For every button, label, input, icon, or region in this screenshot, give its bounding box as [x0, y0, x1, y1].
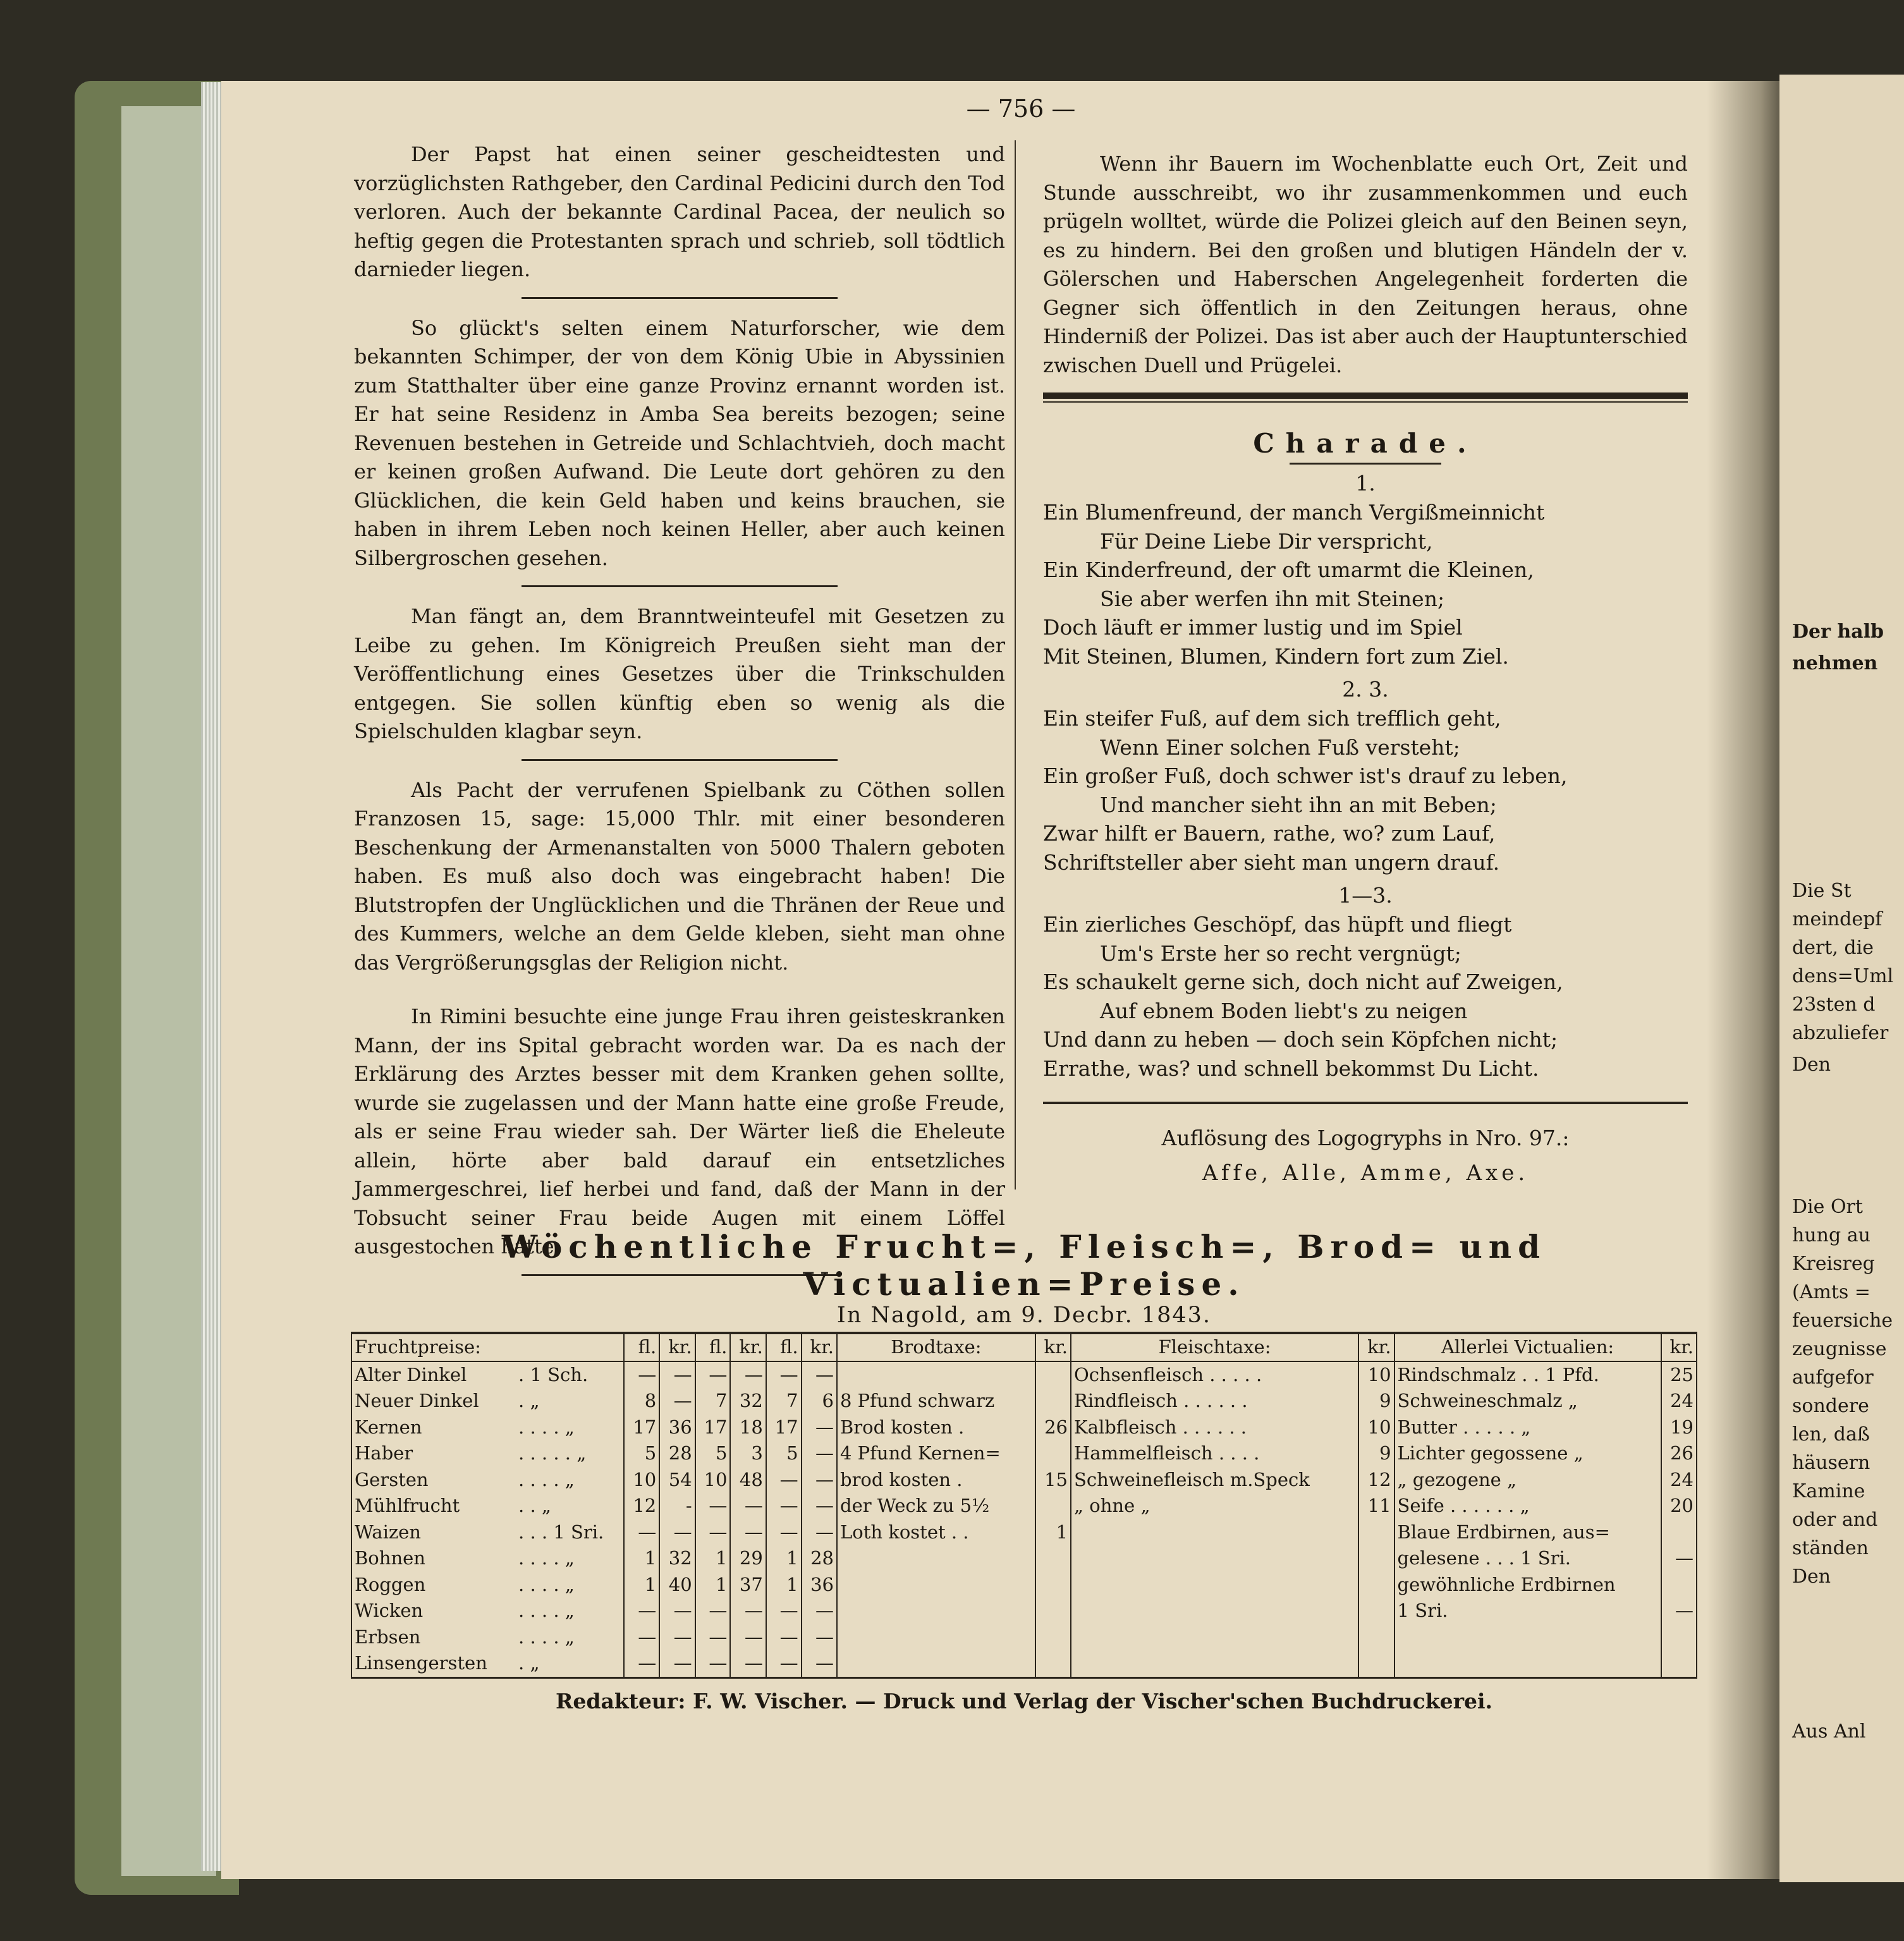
table-row — [352, 1388, 1696, 1415]
fruit-unit: . . . . „ — [518, 1573, 575, 1595]
col-header-unit: kr. — [802, 1334, 837, 1361]
table-row — [352, 1650, 1696, 1677]
victualien-item: Blaue Erdbirnen, aus= — [1394, 1519, 1661, 1546]
victualien-price: 19 — [1661, 1415, 1696, 1441]
next-page-text: ständen — [1792, 1537, 1869, 1559]
victualien-price: 24 — [1661, 1467, 1696, 1494]
verse-line: Es schaukelt gerne sich, doch nicht auf Zweigen, — [1043, 970, 1563, 994]
fruit-price-cell: — — [659, 1388, 695, 1415]
fruit-price-cell: 17 — [766, 1415, 802, 1441]
fruit-price-cell: — — [802, 1440, 837, 1467]
fruit-price-cell: — — [730, 1361, 766, 1389]
next-page-text: Kamine — [1792, 1480, 1865, 1502]
col-header-unit: kr. — [659, 1334, 695, 1361]
column-divider — [1015, 140, 1016, 1190]
verse-line: Zwar hilft er Bauern, rathe, wo? zum Lauf, — [1043, 821, 1496, 846]
fruit-price-cell: 54 — [659, 1467, 695, 1494]
fruit-unit: . „ — [518, 1390, 540, 1411]
fruit-price-cell: 7 — [695, 1388, 731, 1415]
brod-item: brod kosten . — [837, 1467, 1035, 1494]
victualien-price: — — [1661, 1545, 1696, 1572]
fruit-price-cell: 36 — [802, 1572, 837, 1598]
right-column — [1043, 150, 1688, 1186]
brod-price — [1035, 1598, 1071, 1624]
verse-line: Ein zierliches Geschöpf, das hüpft und fliegt — [1043, 912, 1512, 937]
fruit-price-cell: — — [659, 1519, 695, 1546]
fruit-price-cell: — — [695, 1650, 731, 1677]
brod-price — [1035, 1572, 1071, 1598]
col-header-fleisch: Fleischtaxe: — [1071, 1334, 1358, 1361]
verse-line: Schriftsteller aber sieht man ungern drauf. — [1043, 849, 1500, 875]
fruit-price-cell: 32 — [730, 1388, 766, 1415]
fruit-price-cell: — — [624, 1624, 659, 1651]
brod-price: 15 — [1035, 1467, 1071, 1494]
title-underline — [1290, 463, 1441, 465]
left-column — [354, 140, 1005, 1291]
fruit-price-cell: — — [802, 1598, 837, 1624]
fleisch-item: Schweinefleisch m.Speck — [1071, 1467, 1358, 1494]
fruit-price-cell: — — [659, 1361, 695, 1389]
page-number: — 756 — — [966, 95, 1076, 123]
fruit-price-cell: 12 — [624, 1493, 659, 1519]
victualien-item: Lichter gegossene „ — [1394, 1440, 1661, 1467]
victualien-item: Seife . . . . . . „ — [1394, 1493, 1661, 1519]
section-rule — [1043, 1102, 1688, 1104]
section-rule — [1043, 392, 1688, 399]
fleisch-item — [1071, 1598, 1358, 1624]
fruit-price-cell: 1 — [766, 1572, 802, 1598]
fruit-name: Mühlfrucht — [355, 1495, 460, 1516]
table-header-row — [352, 1334, 1696, 1361]
next-page-text: aufgefor — [1792, 1366, 1874, 1389]
brod-price — [1035, 1361, 1071, 1389]
next-page-text: Die Ort — [1792, 1196, 1863, 1218]
fruit-price-cell: — — [659, 1624, 695, 1651]
fruit-price-cell: 1 — [766, 1545, 802, 1572]
next-page-header-text: Der halb — [1792, 621, 1884, 643]
section-rule — [1043, 401, 1688, 403]
fleisch-item: Ochsenfleisch . . . . . — [1071, 1361, 1358, 1389]
brod-item: der Weck zu 5½ — [837, 1493, 1035, 1519]
fruit-price-cell: — — [802, 1361, 837, 1389]
fruit-price-cell: — — [766, 1493, 802, 1519]
col-header-kr: kr. — [1358, 1334, 1394, 1361]
price-section — [351, 1223, 1697, 1713]
article-separator — [522, 585, 838, 587]
brod-item: Brod kosten . — [837, 1415, 1035, 1441]
verse-line: Ein steifer Fuß, auf dem sich trefflich geht, — [1043, 706, 1501, 731]
fruit-price-cell: 5 — [766, 1440, 802, 1467]
fruit-price-cell: 17 — [695, 1415, 731, 1441]
brod-price: 26 — [1035, 1415, 1071, 1441]
fruit-price-cell: — — [659, 1650, 695, 1677]
fruit-price-cell: 1 — [624, 1545, 659, 1572]
verse-line: Ein Blumenfreund, der manch Vergißmeinnicht — [1043, 500, 1545, 525]
fleisch-price — [1358, 1598, 1394, 1624]
victualien-price — [1661, 1624, 1696, 1651]
table-row — [352, 1493, 1696, 1519]
brod-item — [837, 1624, 1035, 1651]
fruit-price-cell: — — [730, 1650, 766, 1677]
col-header-unit: fl. — [766, 1334, 802, 1361]
fruit-price-cell: 28 — [659, 1440, 695, 1467]
article-paragraph: Der Papst hat einen seiner gescheidtesten und vorzüglichsten Rathgeber, den Cardinal Pedicini durch den Tod verloren. Auch der bekannte Cardinal Pacea, der neulich so heftig gegen die Protestanten sprach und schrieb, soll tödtlich darnieder liegen. — [354, 142, 1005, 281]
fruit-price-cell: — — [766, 1624, 802, 1651]
verse-line: Um's Erste her so recht vergnügt; — [1100, 940, 1462, 966]
next-page-text: häusern — [1792, 1452, 1870, 1474]
fruit-price-cell: 29 — [730, 1545, 766, 1572]
victualien-price: 26 — [1661, 1440, 1696, 1467]
brod-price — [1035, 1388, 1071, 1415]
victualien-item: gewöhnliche Erdbirnen — [1394, 1572, 1661, 1598]
fruit-price-cell: — — [730, 1493, 766, 1519]
fleisch-price: 10 — [1358, 1415, 1394, 1441]
fleisch-price: 9 — [1358, 1388, 1394, 1415]
fruit-price-cell: — — [659, 1598, 695, 1624]
fruit-name: Bohnen — [355, 1547, 425, 1569]
victualien-price — [1661, 1572, 1696, 1598]
fruit-name: Haber — [355, 1442, 413, 1464]
fruit-price-cell: 48 — [730, 1467, 766, 1494]
fruit-price-cell: — — [695, 1624, 731, 1651]
verse-line: Und mancher sieht ihn an mit Beben; — [1100, 792, 1497, 817]
fruit-price-cell: — — [730, 1598, 766, 1624]
victualien-item: Rindschmalz . . 1 Pfd. — [1394, 1361, 1661, 1389]
table-row — [352, 1572, 1696, 1598]
brod-price — [1035, 1545, 1071, 1572]
next-page-text: Kreisreg — [1792, 1253, 1875, 1275]
victualien-price: 24 — [1661, 1388, 1696, 1415]
next-page-text: oder and — [1792, 1509, 1878, 1531]
fleisch-item — [1071, 1519, 1358, 1546]
fruit-price-cell: 1 — [624, 1572, 659, 1598]
table-row — [352, 1467, 1696, 1494]
fruit-price-cell: — — [802, 1624, 837, 1651]
table-row — [352, 1545, 1696, 1572]
fruit-price-cell: — — [624, 1361, 659, 1389]
victualien-price — [1661, 1519, 1696, 1546]
fleisch-price: 10 — [1358, 1361, 1394, 1389]
fruit-name: Gersten — [355, 1468, 429, 1490]
article-separator — [522, 297, 838, 299]
next-page-text: dert, die — [1792, 937, 1874, 959]
fruit-price-cell: — — [624, 1598, 659, 1624]
table-row — [352, 1361, 1696, 1389]
fleisch-price — [1358, 1650, 1394, 1677]
article-paragraph: In Rimini besuchte eine junge Frau ihren geisteskranken Mann, der ins Spital gebracht worden war. Da es nach der Erklärung des Arztes besser mit dem Kranken gehen sollte, wurde sie zugelassen und der Mann hatte eine große Freude, als er seine Frau wieder sah. Der Wärter ließ die Eheleute allein, hörte aber bald darauf ein entsetzliches Jammergeschrei, lief herbei und fand, daß der Mann in der Tobsucht seiner Frau beide Augen mit einem Löffel ausgestochen hatte. — [354, 1004, 1005, 1258]
fruit-price-cell: — — [624, 1650, 659, 1677]
table-row — [352, 1415, 1696, 1441]
next-page-text: (Amts = — [1792, 1281, 1870, 1303]
fruit-price-cell: — — [766, 1361, 802, 1389]
fleisch-item: „ ohne „ — [1071, 1493, 1358, 1519]
fleisch-price — [1358, 1519, 1394, 1546]
fruit-unit: . . . . „ — [518, 1626, 575, 1648]
fruit-price-cell: 6 — [802, 1388, 837, 1415]
fruit-price-cell: 10 — [695, 1467, 731, 1494]
victualien-item: gelesene . . . 1 Sri. — [1394, 1545, 1661, 1572]
fruit-name: Kernen — [355, 1416, 422, 1438]
fleisch-price — [1358, 1572, 1394, 1598]
brod-item — [837, 1598, 1035, 1624]
brod-item — [837, 1650, 1035, 1677]
fruit-price-cell: — — [766, 1467, 802, 1494]
fleisch-item — [1071, 1650, 1358, 1677]
next-page-text: sondere — [1792, 1395, 1869, 1417]
col-header-fruit: Fruchtpreise: — [352, 1334, 624, 1361]
stanza-number: 1—3. — [1338, 883, 1393, 908]
fruit-price-cell: 7 — [766, 1388, 802, 1415]
fruit-unit: . 1 Sch. — [518, 1363, 589, 1385]
victualien-price: — — [1661, 1598, 1696, 1624]
fruit-unit: . . . . „ — [518, 1468, 575, 1490]
price-title: Wöchentliche Frucht=, Fleisch=, Brod= und Victualien=Preise. — [501, 1228, 1547, 1303]
fleisch-item — [1071, 1572, 1358, 1598]
victualien-price: 20 — [1661, 1493, 1696, 1519]
verse-line: Sie aber werfen ihn mit Steinen; — [1100, 586, 1445, 611]
fruit-price-cell: — — [695, 1493, 731, 1519]
table-row — [352, 1598, 1696, 1624]
fruit-unit: . . . . „ — [518, 1600, 575, 1621]
fruit-price-cell: — — [802, 1467, 837, 1494]
fruit-price-cell: — — [802, 1415, 837, 1441]
fruit-price-cell: — — [730, 1624, 766, 1651]
verse-line: Ein Kinderfreund, der oft umarmt die Kleinen, — [1043, 557, 1534, 582]
fleisch-price: 12 — [1358, 1467, 1394, 1494]
victualien-price: 25 — [1661, 1361, 1696, 1389]
brod-item — [837, 1572, 1035, 1598]
fruit-price-cell: - — [659, 1493, 695, 1519]
fruit-price-cell: 36 — [659, 1415, 695, 1441]
next-page-text: hung au — [1792, 1224, 1870, 1246]
fruit-unit: . . . . . „ — [518, 1442, 587, 1464]
table-row — [352, 1519, 1696, 1546]
fruit-price-cell: 8 — [624, 1388, 659, 1415]
article-separator — [522, 759, 838, 761]
fleisch-item: Rindfleisch . . . . . . — [1071, 1388, 1358, 1415]
fruit-price-cell: 1 — [695, 1545, 731, 1572]
brod-price — [1035, 1650, 1071, 1677]
fruit-unit: . . „ — [518, 1495, 551, 1516]
fleisch-price: 11 — [1358, 1493, 1394, 1519]
fruit-name: Alter Dinkel — [355, 1363, 467, 1385]
fleisch-item — [1071, 1624, 1358, 1651]
fruit-name: Erbsen — [355, 1626, 421, 1648]
next-page — [1779, 75, 1904, 1882]
next-page-text: 23sten d — [1792, 994, 1876, 1016]
fruit-price-cell: — — [695, 1598, 731, 1624]
brod-item: Loth kostet . . — [837, 1519, 1035, 1546]
fleisch-item: Kalbfleisch . . . . . . — [1071, 1415, 1358, 1441]
verse-line: Ein großer Fuß, doch schwer ist's drauf zu leben, — [1043, 764, 1568, 788]
price-subtitle: In Nagold, am 9. Decbr. 1843. — [836, 1303, 1212, 1328]
fruit-unit: . . . . „ — [518, 1547, 575, 1569]
brod-item: 8 Pfund schwarz — [837, 1388, 1035, 1415]
next-page-text: zeugnisse — [1792, 1338, 1887, 1360]
victualien-price — [1661, 1650, 1696, 1677]
fruit-price-cell: — — [766, 1598, 802, 1624]
fruit-unit: . . . . „ — [518, 1416, 575, 1438]
brod-price — [1035, 1493, 1071, 1519]
fleisch-price — [1358, 1545, 1394, 1572]
fruit-price-cell: 17 — [624, 1415, 659, 1441]
verse-line: Doch läuft er immer lustig und im Spiel — [1043, 615, 1463, 640]
brod-price — [1035, 1624, 1071, 1651]
fruit-price-cell: 5 — [624, 1440, 659, 1467]
verse-line: Errathe, was? und schnell bekommst Du Licht. — [1043, 1056, 1539, 1081]
article-paragraph: So glückt's selten einem Naturforscher, wie dem bekannten Schimper, der von dem König Ubie in Abyssinien zum Statthalter über eine ganze Provinz ernannt worden ist. Er hat seine Residenz in Amba Sea bereits bezogen; seine Revenuen bestehen in Getreide und Schlachtvieh, doch macht er keinen großen Aufwand. Die Leute dort gehören zu den Glücklichen, die kein Geld haben und keins brauchen, sie haben in ihrem Leben noch keinen Heller, aber auch keinen Silbergroschen gesehen. — [354, 315, 1005, 570]
col-header-kr: kr. — [1035, 1334, 1071, 1361]
fruit-price-cell: 28 — [802, 1545, 837, 1572]
fruit-unit: . . . 1 Sri. — [518, 1521, 604, 1543]
fruit-price-cell: — — [802, 1650, 837, 1677]
answer-title: Auflösung des Logogryphs in Nro. 97.: — [1161, 1126, 1570, 1150]
victualien-item: 1 Sri. — [1394, 1598, 1661, 1624]
fruit-name: Roggen — [355, 1573, 426, 1595]
col-header-unit: fl. — [695, 1334, 731, 1361]
fruit-price-cell: — — [624, 1519, 659, 1546]
stanza-number: 2. 3. — [1342, 677, 1389, 702]
fruit-price-cell: 3 — [730, 1440, 766, 1467]
col-header-kr: kr. — [1661, 1334, 1696, 1361]
fleisch-price — [1358, 1624, 1394, 1651]
fruit-price-cell: 37 — [730, 1572, 766, 1598]
fruit-name: Linsengersten — [355, 1652, 487, 1674]
brod-item — [837, 1545, 1035, 1572]
verse-line: Wenn Einer solchen Fuß versteht; — [1100, 734, 1460, 760]
verse-line: Mit Steinen, Blumen, Kindern fort zum Ziel. — [1043, 643, 1509, 669]
fruit-price-cell: — — [695, 1519, 731, 1546]
fruit-unit: . „ — [518, 1652, 540, 1674]
fruit-name: Waizen — [355, 1521, 421, 1543]
fruit-price-cell: — — [766, 1650, 802, 1677]
fruit-price-cell: — — [802, 1519, 837, 1546]
verse-line: Für Deine Liebe Dir verspricht, — [1100, 528, 1433, 554]
next-page-text: Den — [1792, 1566, 1831, 1588]
victualien-item — [1394, 1624, 1661, 1651]
fleisch-item — [1071, 1545, 1358, 1572]
fruit-price-cell: 18 — [730, 1415, 766, 1441]
fruit-price-cell: — — [802, 1493, 837, 1519]
brod-item — [837, 1361, 1035, 1389]
next-page-text: Den — [1792, 1054, 1831, 1076]
next-page-text: abzuliefer — [1792, 1022, 1889, 1044]
next-page-text: dens=Uml — [1792, 965, 1894, 987]
table-row — [352, 1624, 1696, 1651]
price-table-frame — [351, 1332, 1697, 1679]
fruit-name: Wicken — [355, 1600, 424, 1621]
victualien-item: Schweineschmalz „ — [1394, 1388, 1661, 1415]
fruit-price-cell: 5 — [695, 1440, 731, 1467]
charade-stanzas — [1043, 471, 1688, 1083]
verse-line: Auf ebnem Boden liebt's zu neigen — [1100, 998, 1468, 1023]
victualien-item: „ gezogene „ — [1394, 1467, 1661, 1494]
col-header-unit: kr. — [730, 1334, 766, 1361]
fleisch-item: Hammelfleisch . . . . — [1071, 1440, 1358, 1467]
brod-item: 4 Pfund Kernen= — [837, 1440, 1035, 1467]
next-page-header-text: nehmen — [1792, 652, 1878, 674]
fruit-price-cell: 1 — [695, 1572, 731, 1598]
col-header-unit: fl. — [624, 1334, 659, 1361]
fruit-price-cell: — — [730, 1519, 766, 1546]
verse-line: Und dann zu heben — doch sein Köpfchen nicht; — [1043, 1027, 1558, 1052]
col-header-brod: Brodtaxe: — [837, 1334, 1035, 1361]
victualien-item: Butter . . . . . „ — [1394, 1415, 1661, 1441]
book-gutter — [1707, 81, 1783, 1879]
next-page-text: feuersiche — [1792, 1310, 1893, 1332]
fruit-price-cell: 40 — [659, 1572, 695, 1598]
brod-price: 1 — [1035, 1519, 1071, 1546]
fruit-price-cell: 10 — [624, 1467, 659, 1494]
fleisch-price: 9 — [1358, 1440, 1394, 1467]
article-paragraph: Wenn ihr Bauern im Wochenblatte euch Ort, Zeit und Stunde ausschreibt, wo ihr zusammenkommen und euch prügeln wolltet, würde die Polizei gleich auf den Beinen seyn, es zu hindern. Bei den großen und blutigen Händeln der v. Gölerschen und Haberschen Angelegenheit forderten die Gegner sich öffentlich in den Zeitungen heraus, ohne Hinderniß der Polizei. Das ist aber auch der Hauptunterschied zwischen Duell und Prügelei. — [1043, 152, 1688, 377]
fruit-name: Neuer Dinkel — [355, 1390, 479, 1411]
article-paragraph: Man fängt an, dem Branntweinteufel mit Gesetzen zu Leibe zu gehen. Im Königreich Preußen sieht man der Veröffentlichung eines Gesetzes über die Trinkschulden entgegen. Sie sollen künftig eben so wenig als die Spielschulden klagbar seyn. — [354, 604, 1005, 743]
col-header-victualien: Allerlei Victualien: — [1394, 1334, 1661, 1361]
next-page-text: len, daß — [1792, 1423, 1870, 1445]
article-paragraph: Als Pacht der verrufenen Spielbank zu Cöthen sollen Franzosen 15, sage: 15,000 Thlr. mit einer besonderen Beschenkung der Armenanstalten von 5000 Thalern geboten haben. Es muß also doch was eingebracht haben! Die Blutstropfen der Unglücklichen und die Thränen der Reue und des Kummers, welche an dem Gelde kleben, sieht man ohne das Vergrößerungsglas der Religion nicht. — [354, 777, 1005, 975]
imprint: Redakteur: F. W. Vischer. — Druck und Verlag der Vischer'schen Buchdruckerei. — [555, 1688, 1493, 1713]
fruit-price-cell: — — [766, 1519, 802, 1546]
table-row — [352, 1440, 1696, 1467]
victualien-item — [1394, 1650, 1661, 1677]
answer-text: Affe, Alle, Amme, Axe. — [1202, 1160, 1529, 1186]
next-page-text: meindepf — [1792, 908, 1883, 930]
fruit-price-cell: 32 — [659, 1545, 695, 1572]
charade-title: Charade. — [1253, 428, 1478, 459]
stanza-number: 1. — [1355, 471, 1376, 496]
brod-price — [1035, 1440, 1071, 1467]
next-page-text: Aus Anl — [1792, 1720, 1866, 1743]
fruit-price-cell: — — [695, 1361, 731, 1389]
next-page-text: Die St — [1792, 880, 1852, 902]
price-table — [352, 1334, 1696, 1677]
